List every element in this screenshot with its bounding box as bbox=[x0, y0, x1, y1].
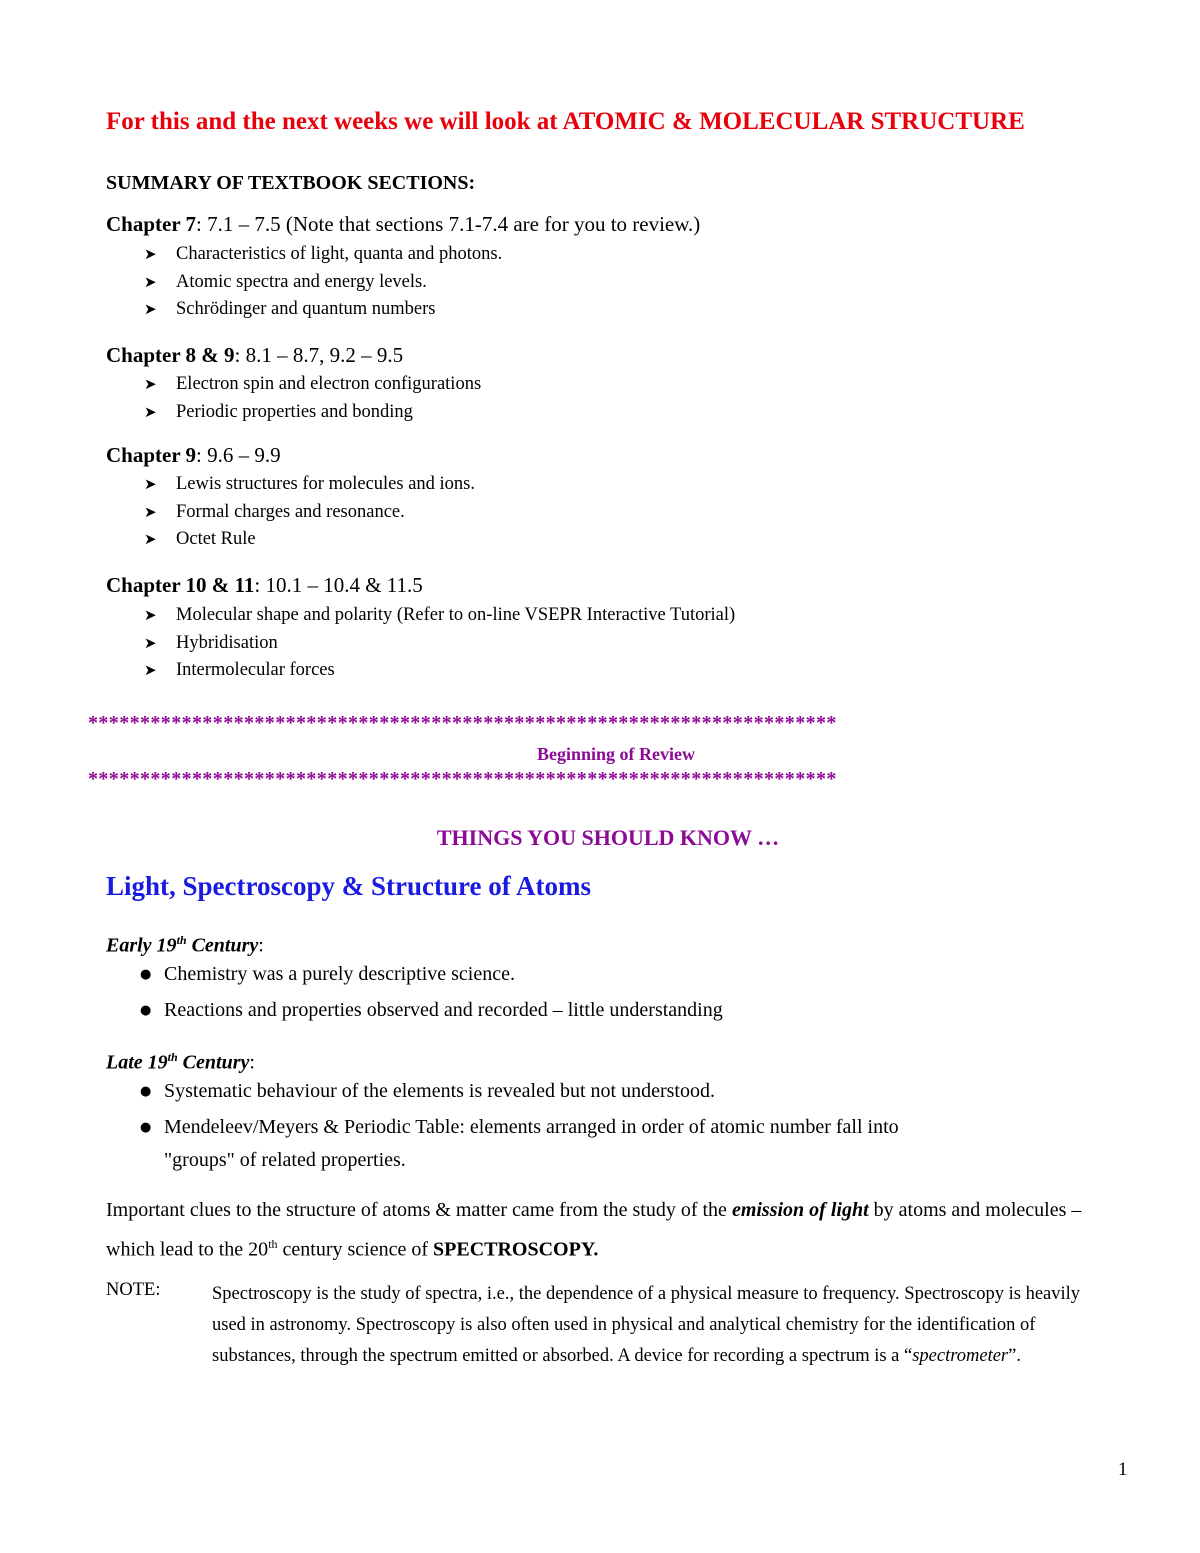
page-number: 1 bbox=[1118, 1459, 1128, 1480]
list-item: ● Chemistry was a purely descriptive science. bbox=[140, 961, 723, 988]
chapter-label: Chapter 8 & 9 bbox=[106, 343, 235, 367]
chapter-label: Chapter 10 & 11 bbox=[106, 573, 255, 597]
arrow-bullet-icon: ➤ bbox=[144, 661, 157, 679]
arrow-bullet-icon: ➤ bbox=[144, 300, 157, 318]
chapter-sections: : 10.1 – 10.4 & 11.5 bbox=[254, 573, 423, 597]
spectroscopy-paragraph: Important clues to the structure of atoms & matter came from the study of the emission of light by atoms and molecules – which lead to the 20th century science of SPECTROSCOPY. bbox=[106, 1199, 1082, 1261]
chapter-topic-list bbox=[144, 241, 502, 324]
era-heading-late: Late 19th Century: bbox=[106, 1050, 255, 1074]
star-divider-bottom: ************************************************************************ bbox=[88, 768, 837, 790]
note-label: NOTE: bbox=[106, 1280, 161, 1300]
era-heading-early: Early 19th Century: bbox=[106, 933, 264, 957]
arrow-bullet-icon: ➤ bbox=[144, 402, 157, 421]
arrow-bullet-icon: ➤ bbox=[144, 606, 157, 624]
bullet-dot-icon: ● bbox=[140, 1084, 152, 1099]
chapter-topic-list bbox=[144, 471, 475, 554]
chapter-heading bbox=[106, 443, 281, 468]
list-item: ➤ Atomic spectra and energy levels. bbox=[144, 269, 502, 297]
list-item: ➤ Intermolecular forces bbox=[144, 657, 735, 685]
section-title: Light, Spectroscopy & Structure of Atoms bbox=[106, 871, 591, 901]
list-item: ● Mendeleev/Meyers & Periodic Table: elements arranged in order of atomic number fall into "groups" of related properties. bbox=[140, 1116, 899, 1171]
summary-title: SUMMARY OF TEXTBOOK SECTIONS: bbox=[106, 172, 476, 194]
list-item: ➤ Electron spin and electron configurations bbox=[144, 371, 481, 399]
chapter-topic-list bbox=[144, 602, 735, 685]
bullet-dot-icon: ● bbox=[140, 967, 152, 982]
chapter-topic-list bbox=[144, 371, 481, 426]
bullet-dot-icon: ● bbox=[140, 1003, 152, 1018]
list-item: ● Systematic behaviour of the elements is revealed but not understood. bbox=[140, 1078, 899, 1105]
chapter-heading bbox=[106, 212, 700, 237]
early-points-list bbox=[140, 961, 723, 1033]
list-item: ➤ Schrödinger and quantum numbers bbox=[144, 296, 502, 324]
bullet-dot-icon: ● bbox=[140, 1120, 152, 1135]
late-points-list bbox=[140, 1078, 899, 1182]
arrow-bullet-icon: ➤ bbox=[144, 272, 157, 291]
chapter-sections: : 9.6 – 9.9 bbox=[196, 443, 281, 467]
arrow-bullet-icon: ➤ bbox=[144, 475, 157, 493]
chapter-heading bbox=[106, 343, 403, 368]
arrow-bullet-icon: ➤ bbox=[144, 502, 157, 521]
star-divider-top: ************************************************************************ bbox=[88, 712, 837, 734]
list-item: ➤ Lewis structures for molecules and ions. bbox=[144, 471, 475, 499]
list-item: ➤ Characteristics of light, quanta and photons. bbox=[144, 241, 502, 269]
list-item: ➤ Octet Rule bbox=[144, 526, 475, 554]
list-item: ● Reactions and properties observed and recorded – little understanding bbox=[140, 997, 723, 1024]
list-item: ➤ Hybridisation bbox=[144, 630, 735, 658]
list-item: ➤ Formal charges and resonance. bbox=[144, 499, 475, 527]
chapter-label: Chapter 9 bbox=[106, 443, 197, 467]
page-headline: For this and the next weeks we will look at ATOMIC & MOLECULAR STRUCTURE bbox=[106, 108, 1025, 135]
note-body: Spectroscopy is the study of spectra, i.e., the dependence of a physical measure to frequency. Spectroscopy is heavily used in astronomy. Spectroscopy is also often used in physical and analytical chemistry for the identification of substances, through the spectrum emitted or absorbed. A device for recording a spectrum is a “spectrometer”. bbox=[212, 1284, 1081, 1366]
things-heading: THINGS YOU SHOULD KNOW … bbox=[436, 825, 780, 850]
review-label: Beginning of Review bbox=[536, 744, 695, 764]
list-item: ➤ Periodic properties and bonding bbox=[144, 399, 481, 427]
chapter-sections: : 8.1 – 8.7, 9.2 – 9.5 bbox=[234, 343, 404, 367]
chapter-heading bbox=[106, 573, 423, 598]
arrow-bullet-icon: ➤ bbox=[144, 375, 157, 393]
arrow-bullet-icon: ➤ bbox=[144, 530, 157, 548]
arrow-bullet-icon: ➤ bbox=[144, 633, 157, 652]
chapter-sections: : 7.1 – 7.5 (Note that sections 7.1-7.4 are for you to review.) bbox=[196, 212, 701, 236]
chapter-label: Chapter 7 bbox=[106, 212, 197, 236]
arrow-bullet-icon: ➤ bbox=[144, 245, 157, 263]
list-item: ➤ Molecular shape and polarity (Refer to on-line VSEPR Interactive Tutorial) bbox=[144, 602, 735, 630]
